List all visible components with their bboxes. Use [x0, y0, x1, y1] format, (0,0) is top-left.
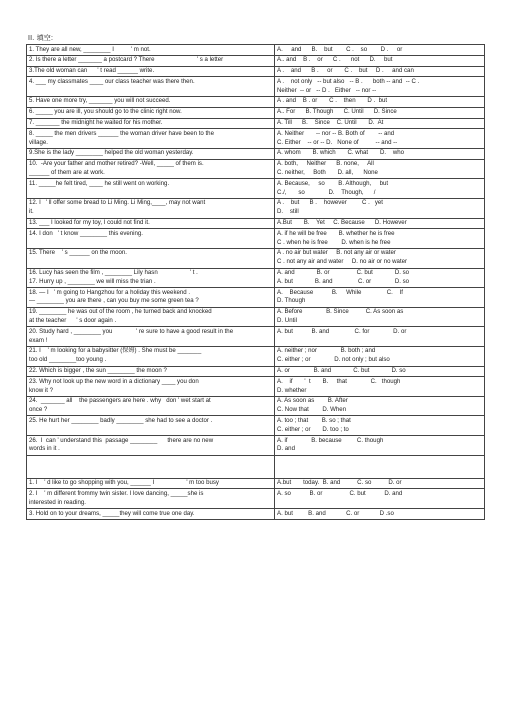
- question-text: 20. Study hard , ________ you ' re sure to have a good result in the exam !: [27, 327, 275, 347]
- question-row: [27, 489, 485, 509]
- answer-options: A . but B . however C . yet D. still: [275, 198, 485, 218]
- question-row: [27, 77, 485, 97]
- answer-options: A . no air but water B. not any air or water C . not any air and water D. no air or no water: [275, 248, 485, 268]
- question-row: [27, 307, 485, 327]
- section-heading: II. 填空:: [28, 35, 54, 42]
- question-row: [27, 478, 485, 489]
- question-row: [27, 509, 485, 520]
- question-text: 21. I ' m looking for a babysitter (保姆) . She must be _______ too old ________too young .: [27, 346, 275, 366]
- question-row: [27, 96, 485, 107]
- answer-options: A . and B . or C . but D . and can: [275, 66, 485, 77]
- answer-options: A . and B . or C . then D . but: [275, 96, 485, 107]
- answer-options: A. or B. and C. but D. so: [275, 366, 485, 377]
- question-row: [27, 436, 485, 456]
- question-text: 23. Why not look up the new word in a dictionary ____ you don know it ?: [27, 377, 275, 397]
- answer-options: A. Till B. Since C. Until D. At: [275, 118, 485, 129]
- answer-options: A. if B. because C. though D. and: [275, 436, 485, 456]
- answer-options: A. if ' t B. that C. though D. whether: [275, 377, 485, 397]
- question-row: [27, 268, 485, 288]
- question-row: [27, 248, 485, 268]
- question-text: 19. ________ he was out of the room , he turned back and knocked at the teacher ' s door again .: [27, 307, 275, 327]
- question-text: 3. Hold on to your dreams, _____they will come true one day.: [27, 509, 275, 520]
- question-text: 15. There ' s ______ on the moon.: [27, 248, 275, 268]
- question-row: [27, 346, 485, 366]
- answer-options: A . not only -- but also -- B . both -- and -- C . Neither -- or -- D . Either -- nor --: [275, 77, 485, 97]
- question-row: [27, 55, 485, 66]
- answer-options: A. As soon as B. After C. Now that D. When: [275, 396, 485, 416]
- question-row: [27, 159, 485, 179]
- question-row: [27, 218, 485, 229]
- question-row: [27, 198, 485, 218]
- question-text: 8. _____ the men drivers ______ the woman driver have been to the village.: [27, 129, 275, 149]
- question-row: [27, 229, 485, 249]
- answer-options: A.. and B . or C . not D. but: [275, 55, 485, 66]
- question-row: [27, 377, 485, 397]
- question-row: [27, 129, 485, 149]
- question-text: 12. I ' ll offer some bread to Li Ming. Li Ming,____, may not want it.: [27, 198, 275, 218]
- question-row: [27, 179, 485, 199]
- question-text: 6. _____ you are ill, you should go to the clinic right now.: [27, 107, 275, 118]
- question-text: 24. _______ all the passengers are here . why don ' wet start at once ?: [27, 396, 275, 416]
- answer-options: A.But B. Yet C. Because D. However: [275, 218, 485, 229]
- answer-options: A. but B. and C. or D .so: [275, 509, 485, 520]
- question-text: 1. They are all new, ________ I ' m not.: [27, 45, 275, 56]
- answer-options: A.. For B. Though C. Until D. Since: [275, 107, 485, 118]
- answer-options: A. but B. and C. for D. or: [275, 327, 485, 347]
- question-text: 2. Is there a letter _______ a postcard ? There ' s a letter: [27, 55, 275, 66]
- question-text: 5. Have one more try, _______ you will not succeed.: [27, 96, 275, 107]
- question-text: 16. Lucy has seen the film , ________ Lily hasn ' t . 17. Hurry up , ________ we will miss the trian .: [27, 268, 275, 288]
- question-text: 26. I can ' understand this passage ________ there are no new words in it .: [27, 436, 275, 456]
- answer-options: A. whom B. which C. what D. who: [275, 148, 485, 159]
- question-text: [27, 455, 275, 478]
- question-text: 10. -Are your father and mother retired? -Well, _____ of them is. ______ of them are at work.: [27, 159, 275, 179]
- question-text: 18. — I ' m going to Hangzhou for a holiday this weekend . — ________ you are there , can you buy me some green tea ?: [27, 288, 275, 308]
- question-text: 11. _____he felt tired, ____ he still went on working.: [27, 179, 275, 199]
- question-text: 14. I don ' t know ________ this evening.: [27, 229, 275, 249]
- question-row: [27, 66, 485, 77]
- answer-options: [275, 455, 485, 478]
- answer-options: A. Because, so B. Although, but C./, so D. Though, /: [275, 179, 485, 199]
- question-text: 22. Which is bigger , the sun ________ the moon ?: [27, 366, 275, 377]
- answer-options: A. too ; that B. so ; that C. either ; or D. too ; to: [275, 416, 485, 436]
- question-text: 2. I ' m different frommy twin sister. I love dancing, _____she is interested in reading.: [27, 489, 275, 509]
- answer-options: A. so B. or C. but D. and: [275, 489, 485, 509]
- question-row: [27, 327, 485, 347]
- question-text: 13. ___ I looked for my toy, I could not find it.: [27, 218, 275, 229]
- question-text: 25. He hurt her ________ badly ________ she had to see a doctor .: [27, 416, 275, 436]
- exercise-table: [26, 44, 485, 520]
- question-row: [27, 366, 485, 377]
- question-row: [27, 118, 485, 129]
- answer-options: A. neither ; nor B. both ; and C. either ; or D. not only ; but also: [275, 346, 485, 366]
- question-text: 4. ___ my classmates ____ our class teacher was there then.: [27, 77, 275, 97]
- answer-options: A. Neither -- nor -- B. Both of -- and C. Either -- or -- D. None of -- and --: [275, 129, 485, 149]
- answer-options: A. both, Neither B. none, All C. neither, Both D. all, None: [275, 159, 485, 179]
- question-row: [27, 288, 485, 308]
- question-row: [27, 45, 485, 56]
- question-text: 9.She is the lady ________ helped the old woman yesterday.: [27, 148, 275, 159]
- question-row: [27, 455, 485, 478]
- question-text: 7. _______ the midnight he waited for his mother.: [27, 118, 275, 129]
- question-text: 3.The old woman can ' t read ______ write.: [27, 66, 275, 77]
- question-row: [27, 416, 485, 436]
- answer-options: A. and B. but C . so D . or: [275, 45, 485, 56]
- answer-options: A. if he will be free B. whether he is free C . when he is free D. when is he free: [275, 229, 485, 249]
- answer-options: A. and B. or C. but D. so A. but B. and C. or D. so: [275, 268, 485, 288]
- question-row: [27, 396, 485, 416]
- question-row: [27, 148, 485, 159]
- answer-options: A. Because B. While C. If D. Though: [275, 288, 485, 308]
- question-text: 1. I ' d like to go shopping with you, ______ I ' m too busy: [27, 478, 275, 489]
- answer-options: A. Before B. Since C. As soon as D. Until: [275, 307, 485, 327]
- question-row: [27, 107, 485, 118]
- answer-options: A.but today. B. and C. so D. or: [275, 478, 485, 489]
